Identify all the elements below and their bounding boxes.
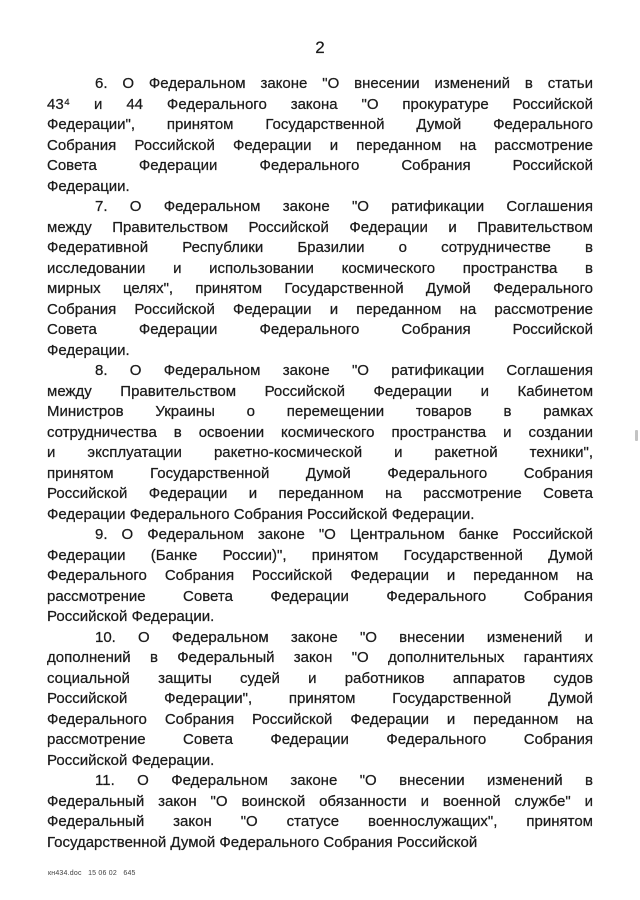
- text-line: Федерального Собрания Российской Федерации и переданном на: [47, 710, 593, 728]
- text-line: Федерации", принятом Государственной Думой Федерального: [47, 116, 593, 133]
- text-line: рассмотрение Совета Федерации Федерального Собрания: [47, 587, 593, 605]
- text-line: 7. О Федеральном законе "О ратификации Соглашения: [95, 198, 593, 215]
- text-line: рассмотрение Совета Федерации Федерального Собрания: [47, 731, 593, 748]
- footer-note: кн434.doc 15 06 02 645: [48, 870, 136, 877]
- text-line: Собрания Российской Федерации и переданном на рассмотрение: [47, 300, 593, 318]
- text-line: Совета Федерации Федерального Собрания Российской: [47, 157, 593, 174]
- text-line: 11. О Федеральном законе "О внесении изменений в: [95, 772, 593, 789]
- text-line: Совета Федерации Федерального Собрания Российской: [47, 321, 593, 338]
- text-line: Государственной Думой Федерального Собрания Российской: [47, 833, 478, 851]
- paragraph: [47, 197, 593, 361]
- text-line: 9. О Федеральном законе "О Центральном банке Российской: [95, 526, 593, 543]
- text-line: Федерального Собрания Российской Федерации и переданном на: [47, 567, 593, 584]
- text-line: между Правительством Российской Федерации и Правительством: [47, 218, 593, 236]
- text-line: Российской Федерации и переданном на рассмотрение Совета: [47, 485, 593, 502]
- text-line: Собрания Российской Федерации и переданном на рассмотрение: [47, 136, 593, 154]
- text-line: Российской Федерации", принятом Государственной Думой: [47, 690, 593, 707]
- text-line: 8. О Федеральном законе "О ратификации Соглашения: [95, 362, 593, 379]
- paragraph: [47, 771, 593, 853]
- text-line: дополнений в Федеральный закон "О дополнительных гарантиях: [47, 649, 593, 666]
- paragraph: [47, 361, 593, 525]
- text-line: мирных целях", принятом Государственной Думой Федерального: [47, 280, 593, 297]
- text-line: Федерации Федерального Собрания Российской Федерации.: [47, 505, 475, 523]
- text-line: Федерации.: [47, 341, 130, 359]
- text-line: и эксплуатации ракетно-космической и ракетной техники",: [47, 444, 593, 461]
- text-line: Министров Украины о перемещении товаров в рамках: [47, 403, 593, 420]
- text-line: 43⁴ и 44 Федерального закона "О прокуратуре Российской: [47, 95, 593, 113]
- text-line: 10. О Федеральном законе "О внесении изменений и: [95, 628, 593, 646]
- text-line: Российской Федерации.: [47, 608, 215, 625]
- text-line: между Правительством Российской Федерации и Кабинетом: [47, 382, 593, 400]
- text-line: Федерации.: [47, 177, 130, 195]
- text-line: Федеративной Республики Бразилии о сотрудничестве в: [47, 239, 593, 256]
- paragraph: [47, 74, 593, 197]
- page-number: 2: [315, 38, 325, 57]
- text-line: социальной защиты судей и работников аппаратов судов: [47, 669, 593, 687]
- scan-artifact: [635, 430, 638, 441]
- paragraph: [47, 525, 593, 628]
- text-line: Федерации (Банке России)", принятом Государственной Думой: [47, 546, 593, 564]
- paragraph: [47, 628, 593, 772]
- text-line: Федеральный закон "О воинской обязанности и военной службе" и: [47, 792, 593, 810]
- text-line: сотрудничества в освоении космического пространства и создании: [47, 423, 593, 441]
- text-line: 6. О Федеральном законе "О внесении изменений в статьи: [95, 75, 593, 92]
- text-line: Российской Федерации.: [47, 751, 215, 769]
- text-line: Федеральный закон "О статусе военнослужащих", принятом: [47, 813, 593, 830]
- text-line: исследовании и использовании космического пространства в: [47, 259, 593, 277]
- body-text: [47, 74, 593, 853]
- text-line: принятом Государственной Думой Федерального Собрания: [47, 464, 593, 482]
